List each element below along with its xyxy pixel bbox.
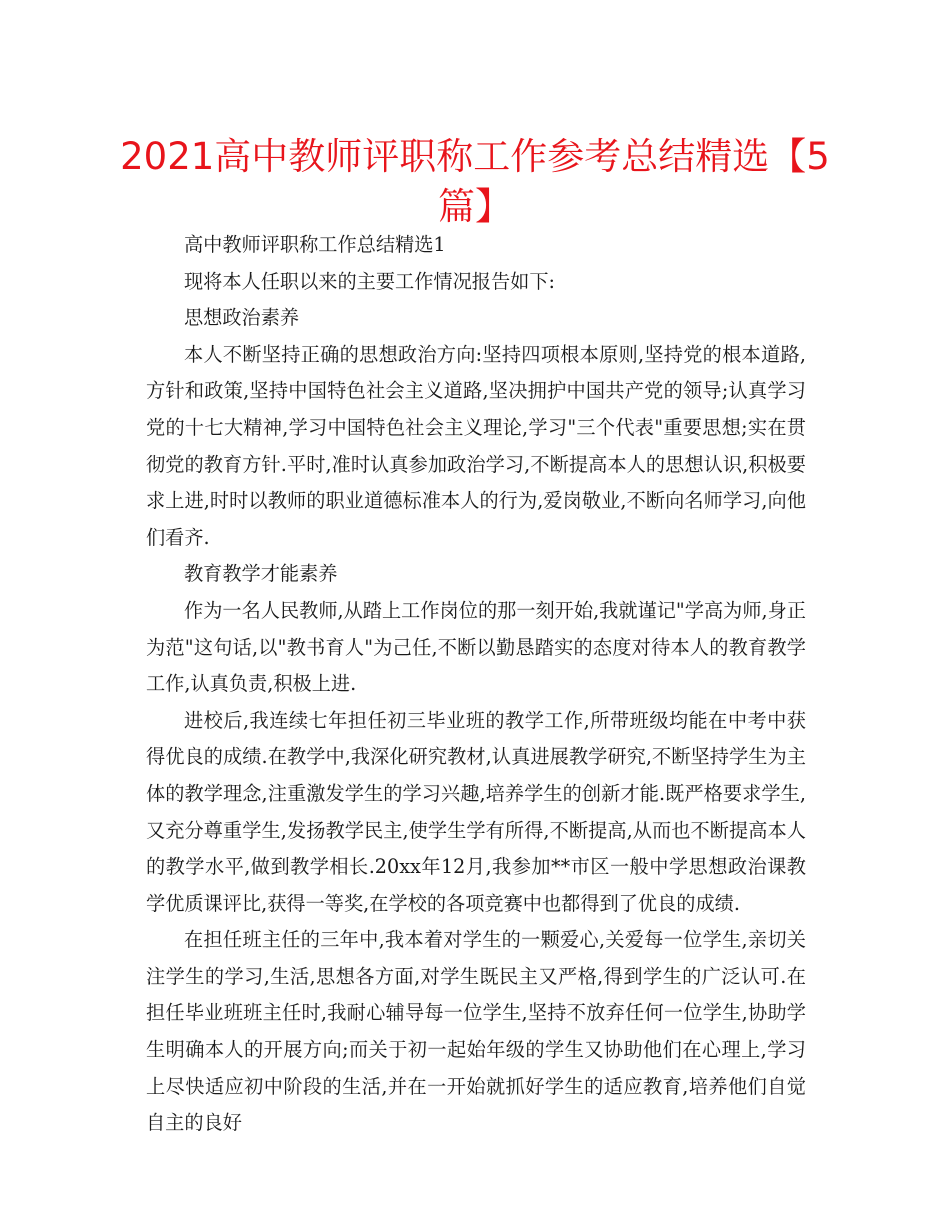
document-title: 2021高中教师评职称工作参考总结精选【5篇】 [120, 135, 830, 228]
section-subtitle: 高中教师评职称工作总结精选1 [184, 233, 446, 256]
paragraph-ideology: 本人不断坚持正确的思想政治方向:坚持四项根本原则,坚持党的根本道路,方针和政策,坚持中国特色社会主义道路,坚决拥护中国共产党的领导;认真学习党的十七大精神,学习中国特色社会主义理论,学习"三个代表"重要思想;实在贯彻党的教育方针.平时,准时认真参加政治学习,不断提高本人的思想认识,积极要求上进,时时以教师的职业道德标准本人的行为,爱岗敬业,不断向名师学习,向他们看齐. [146, 342, 806, 549]
paragraph-class-teacher: 在担任班主任的三年中,我本着对学生的一颗爱心,关爱每一位学生,亲切关注学生的学习,生活,思想各方面,对学生既民主又严格,得到学生的广泛认可.在担任毕业班班主任时,我耐心辅导每一位学生,坚持不放弃任何一位学生,协助学生明确本人的开展方向;而关于初一起始年级的学生又协助他们在心理上,学习上尽快适应初中阶段的生活,并在一开始就抓好学生的适应教育,培养他们自觉自主的良好 [146, 928, 806, 1135]
section-heading-teaching: 教育教学才能素养 [184, 562, 338, 586]
paragraph-teaching-work: 进校后,我连续七年担任初三毕业班的教学工作,所带班级均能在中考中获得优良的成绩.在教学中,我深化研究教材,认真进展教学研究,不断坚持学生为主体的教学理念,注重激发学生的学习兴趣,培养学生的创新才能.既严格要求学生,又充分尊重学生,发扬教学民主,使学生学有所得,不断提高,从而也不断提高本人的教学水平,做到教学相长.20xx年12月,我参加**市区一般中学思想政治课教学优质课评比,获得一等奖,在学校的各项竞赛中也都得到了优良的成绩. [146, 708, 806, 915]
document-body [146, 227, 806, 1142]
paragraph-teacher-role: 作为一名人民教师,从踏上工作岗位的那一刻开始,我就谨记"学高为师,身正为范"这句话,以"教书育人"为己任,不断以勤恳踏实的态度对待本人的教育教学工作,认真负责,积极上进. [146, 598, 806, 696]
section-heading-ideology: 思想政治素养 [184, 306, 300, 330]
intro-paragraph: 现将本人任职以来的主要工作情况报告如下: [184, 269, 556, 293]
